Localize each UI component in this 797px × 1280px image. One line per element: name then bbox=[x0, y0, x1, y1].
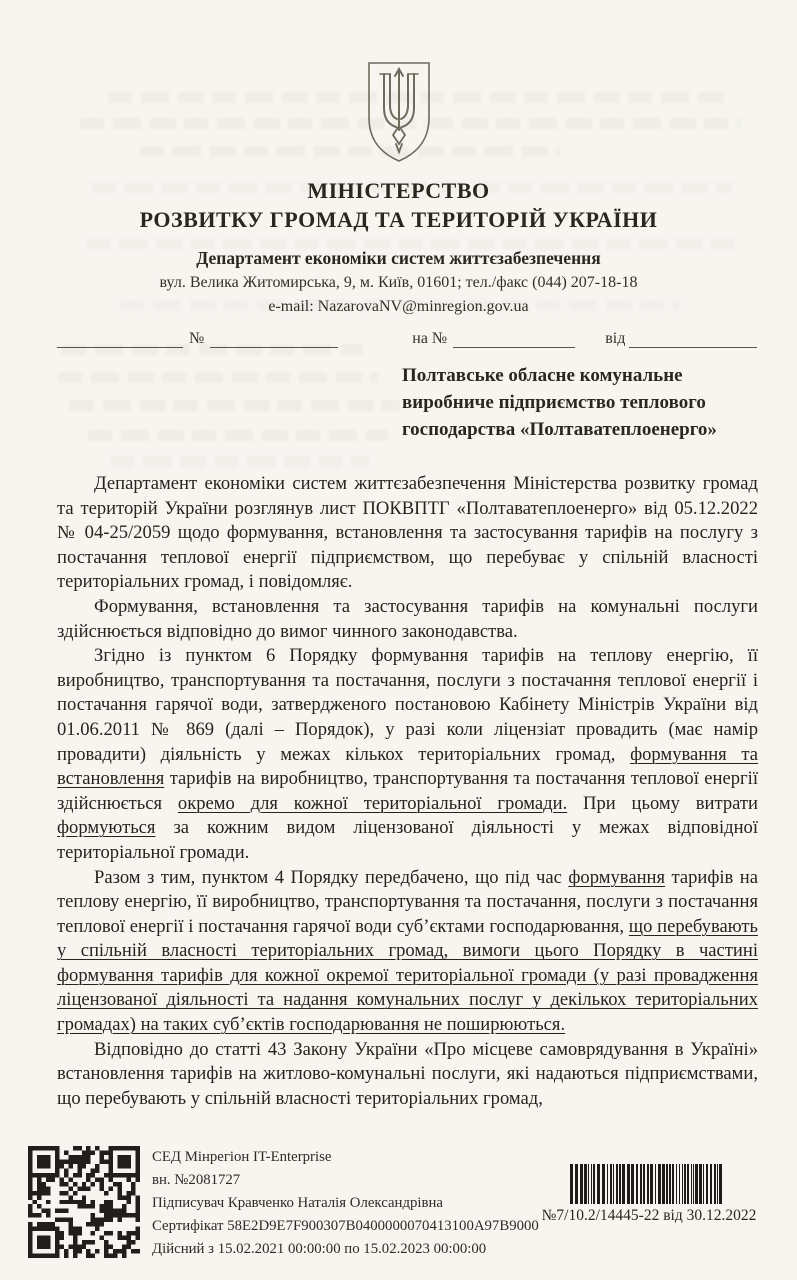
ministry-title-line2: РОЗВИТКУ ГРОМАД ТА ТЕРИТОРІЙ УКРАЇНИ bbox=[139, 207, 658, 232]
letter-body bbox=[57, 472, 758, 1111]
postal-address: вул. Велика Житомирська, 9, м. Київ, 01601; тел./факс (044) 207-18-18 bbox=[159, 274, 638, 291]
recipient-block bbox=[402, 362, 762, 443]
body-paragraph: Відповідно до статті 43 Закону України «Про місцеве самоврядування в Україні» встановлення тарифів на житлово-комунальні послуги, які надаються підприємствами, що перебувають у спільній власності територіальних громад, bbox=[57, 1038, 758, 1109]
number-label: № bbox=[189, 330, 205, 347]
signer-name: Підписувач Кравченко Наталія Олександрівна bbox=[152, 1195, 443, 1211]
email-address: e-mail: NazarovaNV@minregion.gov.ua bbox=[268, 298, 529, 315]
signature-details bbox=[152, 1146, 539, 1261]
in-reply-number-blank bbox=[453, 329, 575, 348]
qr-code-icon bbox=[28, 1146, 140, 1258]
bleed-through-artifact bbox=[58, 372, 378, 383]
body-paragraph: Разом з тим, пунктом 4 Порядку передбачено, що під час формування тарифів на теплову енергію, її виробництво, транспортування та постачання, послуги з постачання теплової енергії і постачання гарячої води суб’єктами господарювання, що перебувають у спільній власності територіальних громад, вимоги цього Порядку в частині формування тарифів для кожної окремої територіальної громади (у разі провадження ліцензованої діяльності та надання комунальних послуг у декількох територіальних громадах) на таких суб’єктів господарювання не поширюються. bbox=[57, 866, 758, 1036]
body-paragraph: Згідно із пунктом 6 Порядку формування тарифів на теплову енергію, її виробництво, транспортування та постачання, послуги з постачання теплової енергії і постачання гарячої води, затвердженого постановою Кабінету Міністрів України від 01.06.2011 № 869 (далі – Порядок), у разі коли ліцензіат провадить (має намір провадити) діяльність у межах кількох територіальних громад, формування та встановлення тарифів на виробництво, транспортування та постачання теплової енергії здійснюється окремо для кожної територіальної громади. При цьому витрати формуються за кожним видом ліцензованої діяльності у межах відповідної територіальної громади. bbox=[57, 645, 759, 863]
ministry-title-line1: МІНІСТЕРСТВО bbox=[307, 178, 490, 203]
bleed-through-artifact bbox=[110, 456, 370, 467]
date-blank bbox=[629, 329, 757, 348]
recipient-line: виробниче підприємство теплового bbox=[402, 392, 706, 413]
internal-number: вн. №2081727 bbox=[152, 1172, 241, 1188]
certificate-validity: Дійсний з 15.02.2021 00:00:00 по 15.02.2023 00:00:00 bbox=[152, 1241, 487, 1257]
date-label: від bbox=[605, 330, 626, 347]
body-paragraph: Департамент економіки систем життєзабезпечення Міністерства розвитку громад та територій України розглянув лист ПОКВПТГ «Полтаватеплоенерго» від 05.12.2022 № 04-25/2059 щодо формування, встановлення та застосування тарифів на послугу з постачання теплової енергії підприємством, що перебуває у спільній власності територіальних громад, і повідомляє. bbox=[57, 473, 758, 593]
recipient-line: Полтавське обласне комунальне bbox=[402, 365, 683, 386]
signature-footer bbox=[0, 1144, 797, 1274]
outgoing-date-blank bbox=[57, 329, 183, 348]
outgoing-number-blank bbox=[210, 329, 338, 348]
barcode-icon bbox=[570, 1164, 728, 1204]
reference-fields-line bbox=[57, 326, 757, 348]
department-name: Департамент економіки систем життєзабезпечення bbox=[196, 248, 601, 268]
recipient-line: господарства «Полтаватеплоенерго» bbox=[402, 419, 717, 440]
registration-block bbox=[535, 1164, 763, 1225]
body-paragraph: Формування, встановлення та застосування тарифів на комунальні послуги здійснюється відповідно до вимог чинного законодавства. bbox=[57, 595, 758, 642]
certificate-number: Сертифікат 58E2D9E7F900307B0400000070413100A97B9000 bbox=[152, 1218, 539, 1234]
bleed-through-artifact bbox=[88, 430, 388, 441]
document-number: №7/10.2/14445-22 від 30.12.2022 bbox=[541, 1207, 757, 1224]
ukraine-trident-emblem-icon bbox=[362, 60, 436, 166]
sed-system: СЕД Мінрегіон IT-Enterprise bbox=[152, 1149, 332, 1165]
bleed-through-artifact bbox=[70, 400, 400, 411]
in-reply-to-label: на № bbox=[412, 330, 448, 347]
letterhead bbox=[0, 60, 797, 317]
